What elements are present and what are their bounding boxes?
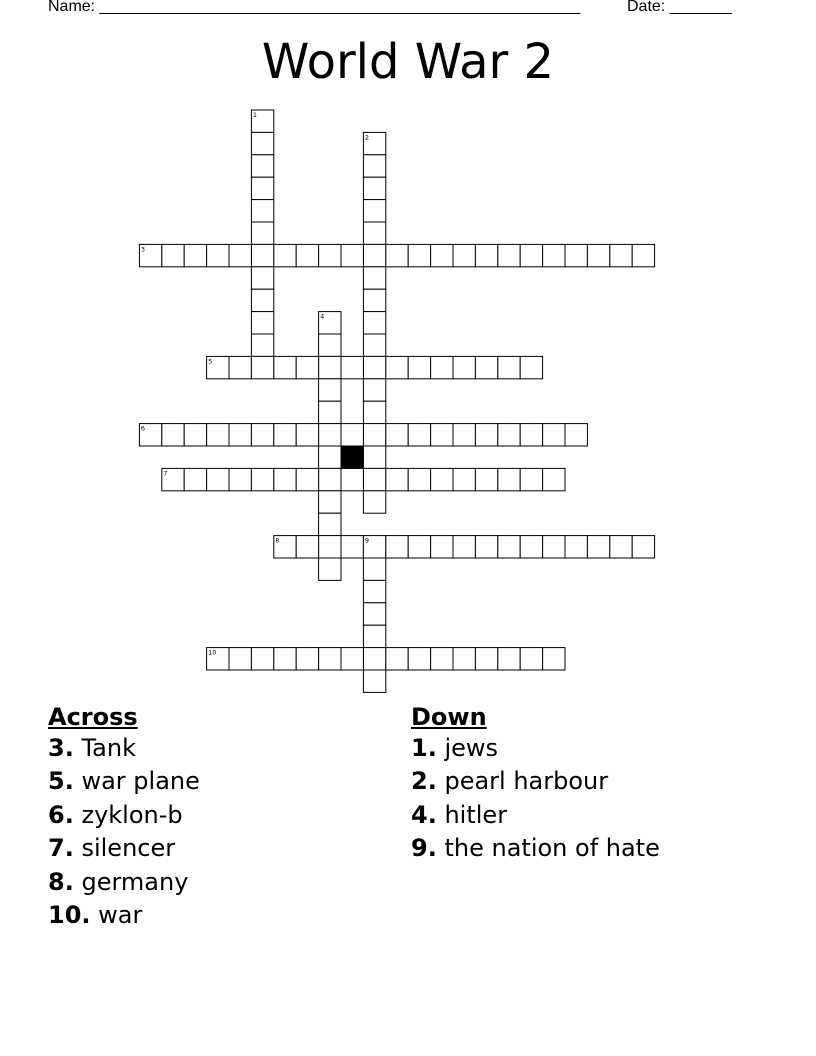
- grid-cell[interactable]: [251, 289, 273, 311]
- grid-cell[interactable]: [498, 536, 520, 558]
- grid-cell[interactable]: [251, 110, 273, 132]
- grid-cell[interactable]: [520, 356, 542, 378]
- grid-cell[interactable]: [543, 648, 565, 670]
- clue-number-label: 7: [163, 469, 168, 478]
- clue-text: war: [98, 901, 143, 930]
- grid-cell[interactable]: [207, 424, 229, 446]
- grid-cell[interactable]: [274, 648, 296, 670]
- clue-number-label: 9: [364, 536, 370, 545]
- grid-cell[interactable]: [319, 536, 341, 558]
- grid-cell[interactable]: [386, 356, 408, 378]
- grid-cell[interactable]: [565, 244, 587, 266]
- grid-cell[interactable]: [251, 155, 273, 177]
- grid-cell[interactable]: [229, 648, 251, 670]
- clue-down: [411, 832, 660, 865]
- grid-cell[interactable]: [251, 244, 273, 266]
- grid-cell[interactable]: [453, 468, 475, 490]
- grid-cell[interactable]: [498, 468, 520, 490]
- grid-cell[interactable]: [363, 446, 385, 468]
- grid-cell[interactable]: [587, 536, 609, 558]
- grid-cell[interactable]: [296, 468, 318, 490]
- clue-text: the nation of hate: [444, 834, 660, 863]
- down-clues: [411, 702, 660, 866]
- grid-cell[interactable]: [251, 177, 273, 199]
- grid-cell[interactable]: [363, 536, 385, 558]
- grid-cell[interactable]: [543, 424, 565, 446]
- clue-across: [48, 765, 200, 798]
- grid-cell[interactable]: [319, 244, 341, 266]
- clue-number: 6.: [48, 800, 74, 829]
- grid-cell[interactable]: [162, 244, 184, 266]
- clue-number: 5.: [48, 767, 74, 796]
- grid-cell[interactable]: [475, 468, 497, 490]
- clue-number-label: 10: [208, 648, 217, 657]
- grid-cell[interactable]: [386, 536, 408, 558]
- grid-cell[interactable]: [341, 356, 363, 378]
- grid-cell[interactable]: [363, 155, 385, 177]
- clue-across: [48, 866, 200, 899]
- grid-cell[interactable]: [363, 401, 385, 423]
- grid-cell[interactable]: [162, 424, 184, 446]
- grid-cell[interactable]: [229, 424, 251, 446]
- clue-number: 4.: [411, 800, 437, 829]
- grid-cell[interactable]: [251, 312, 273, 334]
- grid-cell[interactable]: [543, 468, 565, 490]
- across-clues: [48, 702, 200, 932]
- clue-down: [411, 799, 660, 832]
- clue-text: war plane: [81, 767, 200, 796]
- across-heading: Across: [48, 703, 138, 731]
- grid-cell[interactable]: [408, 648, 430, 670]
- clue-number-label: 4: [320, 312, 325, 321]
- grid-cell[interactable]: [587, 244, 609, 266]
- grid-cell[interactable]: [229, 244, 251, 266]
- grid-cell[interactable]: [363, 580, 385, 602]
- clue-text: silencer: [81, 834, 176, 863]
- grid-cell[interactable]: [431, 648, 453, 670]
- clue-number-label: 5: [208, 357, 213, 366]
- clue-text: germany: [81, 867, 189, 896]
- grid-cell[interactable]: [386, 468, 408, 490]
- grid-cell[interactable]: [341, 244, 363, 266]
- grid-cell[interactable]: [274, 244, 296, 266]
- clue-text: pearl harbour: [444, 767, 609, 796]
- grid-cell[interactable]: [363, 468, 385, 490]
- clue-across: [48, 899, 200, 932]
- grid-cell[interactable]: [319, 334, 341, 356]
- grid-cell[interactable]: [386, 648, 408, 670]
- down-heading: Down: [411, 703, 487, 731]
- grid-cell[interactable]: [363, 648, 385, 670]
- grid-cell[interactable]: [408, 244, 430, 266]
- grid-cell[interactable]: [207, 356, 229, 378]
- grid-cell[interactable]: [139, 424, 161, 446]
- grid-cell[interactable]: [632, 536, 654, 558]
- grid-cell[interactable]: [363, 670, 385, 692]
- grid-cell[interactable]: [431, 424, 453, 446]
- grid-cell[interactable]: [319, 491, 341, 513]
- grid-cell[interactable]: [453, 424, 475, 446]
- clue-text: zyklon-b: [81, 800, 183, 829]
- grid-cell[interactable]: [319, 379, 341, 401]
- grid-cell[interactable]: [363, 603, 385, 625]
- grid-cell[interactable]: [475, 244, 497, 266]
- grid-cell[interactable]: [363, 222, 385, 244]
- clue-text: hitler: [444, 800, 508, 829]
- grid-cell[interactable]: [251, 132, 273, 154]
- grid-cell[interactable]: [319, 446, 341, 468]
- grid-cell[interactable]: [207, 648, 229, 670]
- grid-cell[interactable]: [453, 244, 475, 266]
- grid-cell[interactable]: [520, 468, 542, 490]
- grid-cell[interactable]: [251, 468, 273, 490]
- date-field-label: Date: _______: [627, 0, 732, 15]
- grid-cell[interactable]: [251, 222, 273, 244]
- clue-down: [411, 765, 660, 798]
- grid-cell[interactable]: [341, 536, 363, 558]
- grid-cell[interactable]: [251, 424, 273, 446]
- grid-cell[interactable]: [296, 424, 318, 446]
- grid-cell[interactable]: [610, 536, 632, 558]
- grid-cell[interactable]: [475, 648, 497, 670]
- grid-cell[interactable]: [229, 356, 251, 378]
- grid-cell[interactable]: [475, 536, 497, 558]
- clue-across: [48, 799, 200, 832]
- grid-cell[interactable]: [207, 468, 229, 490]
- grid-cell[interactable]: [296, 356, 318, 378]
- grid-cell[interactable]: [274, 356, 296, 378]
- grid-cell[interactable]: [251, 356, 273, 378]
- grid-cell[interactable]: [475, 356, 497, 378]
- grid-cell[interactable]: [520, 648, 542, 670]
- grid-cell[interactable]: [363, 289, 385, 311]
- grid-cell[interactable]: [251, 200, 273, 222]
- clue-number: 3.: [48, 734, 74, 762]
- grid-cell[interactable]: [229, 468, 251, 490]
- grid-cell[interactable]: [408, 424, 430, 446]
- grid-cell[interactable]: [363, 267, 385, 289]
- grid-cell[interactable]: [386, 244, 408, 266]
- grid-cell[interactable]: [543, 244, 565, 266]
- grid-cell[interactable]: [363, 625, 385, 647]
- grid-cell[interactable]: [610, 244, 632, 266]
- grid-cell[interactable]: [520, 536, 542, 558]
- grid-cell[interactable]: [431, 244, 453, 266]
- grid-cell[interactable]: [520, 244, 542, 266]
- grid-cell[interactable]: [274, 424, 296, 446]
- grid-cell[interactable]: [184, 424, 206, 446]
- grid-cell[interactable]: [565, 536, 587, 558]
- clue-number-label: 2: [364, 133, 370, 142]
- clue-number: 7.: [48, 834, 74, 863]
- grid-cell[interactable]: [363, 424, 385, 446]
- grid-cell[interactable]: [274, 468, 296, 490]
- grid-cell[interactable]: [431, 468, 453, 490]
- clue-text: Tank: [81, 734, 136, 762]
- clue-number: 10.: [48, 901, 91, 930]
- grid-cell[interactable]: [184, 468, 206, 490]
- grid-cell[interactable]: [408, 536, 430, 558]
- grid-cell[interactable]: [184, 244, 206, 266]
- grid-cell[interactable]: [498, 424, 520, 446]
- clue-number-label: 6: [140, 424, 146, 433]
- clue-across: [48, 832, 200, 865]
- grid-cell[interactable]: [363, 356, 385, 378]
- grid-cell[interactable]: [386, 424, 408, 446]
- grid-cell[interactable]: [207, 244, 229, 266]
- clue-down: [411, 732, 660, 765]
- grid-cell[interactable]: [296, 536, 318, 558]
- grid-cell[interactable]: [408, 356, 430, 378]
- grid-cell[interactable]: [319, 468, 341, 490]
- grid-cell[interactable]: [363, 177, 385, 199]
- grid-cell[interactable]: [139, 244, 161, 266]
- clue-text: jews: [444, 734, 499, 762]
- name-field-label: Name: ______________________________________________________: [48, 0, 581, 15]
- grid-cell[interactable]: [543, 536, 565, 558]
- clue-number-label: 8: [275, 536, 280, 545]
- clue-number: 1.: [411, 734, 437, 762]
- clue-number: 9.: [411, 834, 437, 863]
- grid-cell[interactable]: [363, 334, 385, 356]
- grid-cell[interactable]: [498, 244, 520, 266]
- grid-cell[interactable]: [565, 424, 587, 446]
- grid-cell[interactable]: [498, 648, 520, 670]
- grid-cell[interactable]: [274, 536, 296, 558]
- grid-cell[interactable]: [453, 536, 475, 558]
- clue-across: [48, 732, 200, 765]
- grid-cell[interactable]: [363, 132, 385, 154]
- blocked-cell: [341, 446, 363, 468]
- grid-cell[interactable]: [475, 424, 497, 446]
- grid-cell[interactable]: [408, 468, 430, 490]
- grid-cell[interactable]: [632, 244, 654, 266]
- clue-number-label: 1: [252, 111, 258, 119]
- grid-cell[interactable]: [363, 558, 385, 580]
- grid-cell[interactable]: [341, 468, 363, 490]
- grid-cell[interactable]: [319, 513, 341, 535]
- grid-cell[interactable]: [498, 356, 520, 378]
- grid-cell[interactable]: [296, 244, 318, 266]
- grid-cell[interactable]: [251, 334, 273, 356]
- grid-cell[interactable]: [319, 312, 341, 334]
- page-title: World War 2: [261, 34, 555, 90]
- grid-cell[interactable]: [341, 424, 363, 446]
- grid-cell[interactable]: [251, 648, 273, 670]
- grid-cell[interactable]: [363, 312, 385, 334]
- grid-cell[interactable]: [319, 424, 341, 446]
- grid-cell[interactable]: [431, 536, 453, 558]
- grid-cell[interactable]: [162, 468, 184, 490]
- clue-number-label: 3: [140, 245, 146, 254]
- grid-cell[interactable]: [363, 379, 385, 401]
- grid-cell[interactable]: [319, 356, 341, 378]
- grid-cell[interactable]: [251, 267, 273, 289]
- grid-cell[interactable]: [296, 648, 318, 670]
- clue-number: 8.: [48, 867, 74, 896]
- grid-cell[interactable]: [319, 401, 341, 423]
- grid-cell[interactable]: [319, 648, 341, 670]
- grid-cell[interactable]: [453, 356, 475, 378]
- grid-cell[interactable]: [431, 356, 453, 378]
- grid-cell[interactable]: [319, 558, 341, 580]
- grid-cell[interactable]: [363, 244, 385, 266]
- grid-cell[interactable]: [363, 200, 385, 222]
- grid-cell[interactable]: [453, 648, 475, 670]
- clue-number: 2.: [411, 767, 437, 796]
- grid-cell[interactable]: [520, 424, 542, 446]
- grid-cell[interactable]: [363, 491, 385, 513]
- grid-cell[interactable]: [341, 648, 363, 670]
